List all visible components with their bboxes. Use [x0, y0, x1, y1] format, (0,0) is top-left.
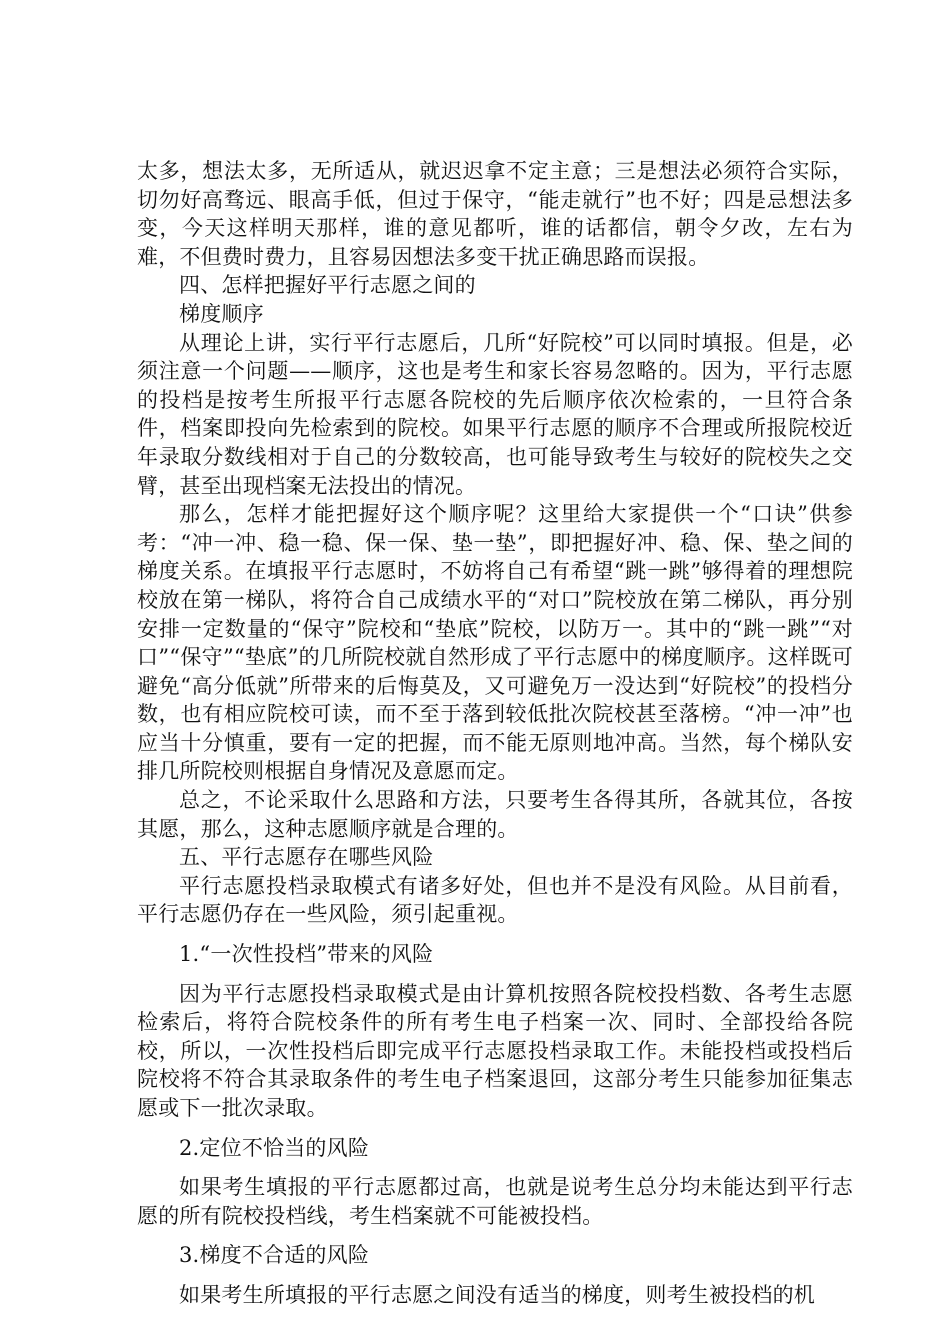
- subheading-risk-2: 2.定位不恰当的风险: [179, 1135, 370, 1160]
- continuation-paragraph: 太多，想法太多，无所适从，就迟迟拿不定主意；三是想法必须符合实际，切勿好高骛远、眼高手低，但过于保守，“能走就行”也不好；四是忌想法多变，今天这样明天那样，谁的意见都听，谁的话都信，朝令夕改，左右为难，不但费时费力，且容易因想法多变干扰正确思路而误报。: [137, 159, 853, 269]
- paragraph-theory: 从理论上讲，实行平行志愿后，几所“好院校”可以同时填报。但是，必须注意一个问题——顺序，这也是考生和家长容易忽略的。因为，平行志愿的投档是按考生所报平行志愿各院校的先后顺序依次检索的，一旦符合条件，档案即投向先检索到的院校。如果平行志愿的顺序不合理或所报院校近年录取分数线相对于自己的分数较高，也可能导致考生与较好的院校失之交臂，甚至出现档案无法投出的情况。: [137, 330, 853, 498]
- paragraph-formula: 那么，怎样才能把握好这个顺序呢？这里给大家提供一个“口诀”供参考：“冲一冲、稳一稳、保一保、垫一垫”，即把握好冲、稳、保、垫之间的梯度关系。在填报平行志愿时，不妨将自己有希望“跳一跳”够得着的理想院校放在第一梯队，将符合自己成绩水平的“对口”院校放在第二梯队，再分别安排一定数量的“保守”院校和“垫底”院校，以防万一。其中的“跳一跳”“对口”“保守”“垫底”的几所院校就自然形成了平行志愿中的梯度顺序。这样既可避免“高分低就”所带来的后悔莫及，又可避免万一没达到“好院校”的投档分数，也有相应院校可读，而不至于落到较低批次院校甚至落榜。“冲一冲”也应当十分慎重，要有一定的把握，而不能无原则地冲高。当然，每个梯队安排几所院校则根据自身情况及意愿而定。: [137, 502, 853, 784]
- section-heading-4-line2: 梯度顺序: [179, 301, 264, 326]
- paragraph-summary: 总之，不论采取什么思路和方法，只要考生各得其所，各就其位，各按其愿，那么，这种志愿顺序就是合理的。: [137, 788, 853, 841]
- section-heading-5: 五、平行志愿存在哪些风险: [179, 845, 434, 870]
- paragraph-risk-1: 因为平行志愿投档录取模式是由计算机按照各院校投档数、各考生志愿检索后，将符合院校条件的所有考生电子档案一次、同时、全部投给各院校，所以，一次性投档后即完成平行志愿投档录取工作。未能投档或投档后院校将不符合其录取条件的考生电子档案退回，这部分考生只能参加征集志愿或下一批次录取。: [137, 981, 853, 1120]
- section-heading-4-line1: 四、怎样把握好平行志愿之间的: [179, 273, 476, 298]
- subheading-risk-1: 1.“一次性投档”带来的风险: [179, 942, 434, 967]
- paragraph-risk-2: 如果考生填报的平行志愿都过高，也就是说考生总分均未能达到平行志愿的所有院校投档线，考生档案就不可能被投档。: [137, 1175, 853, 1228]
- paragraph-risk-3: 如果考生所填报的平行志愿之间没有适当的梯度，则考生被投档的机: [179, 1282, 815, 1307]
- document-page: [137, 157, 853, 1310]
- subheading-risk-3: 3.梯度不合适的风险: [179, 1243, 370, 1268]
- paragraph-risk-intro: 平行志愿投档录取模式有诸多好处，但也并不是没有风险。从目前看，平行志愿仍存在一些风险，须引起重视。: [137, 873, 853, 927]
